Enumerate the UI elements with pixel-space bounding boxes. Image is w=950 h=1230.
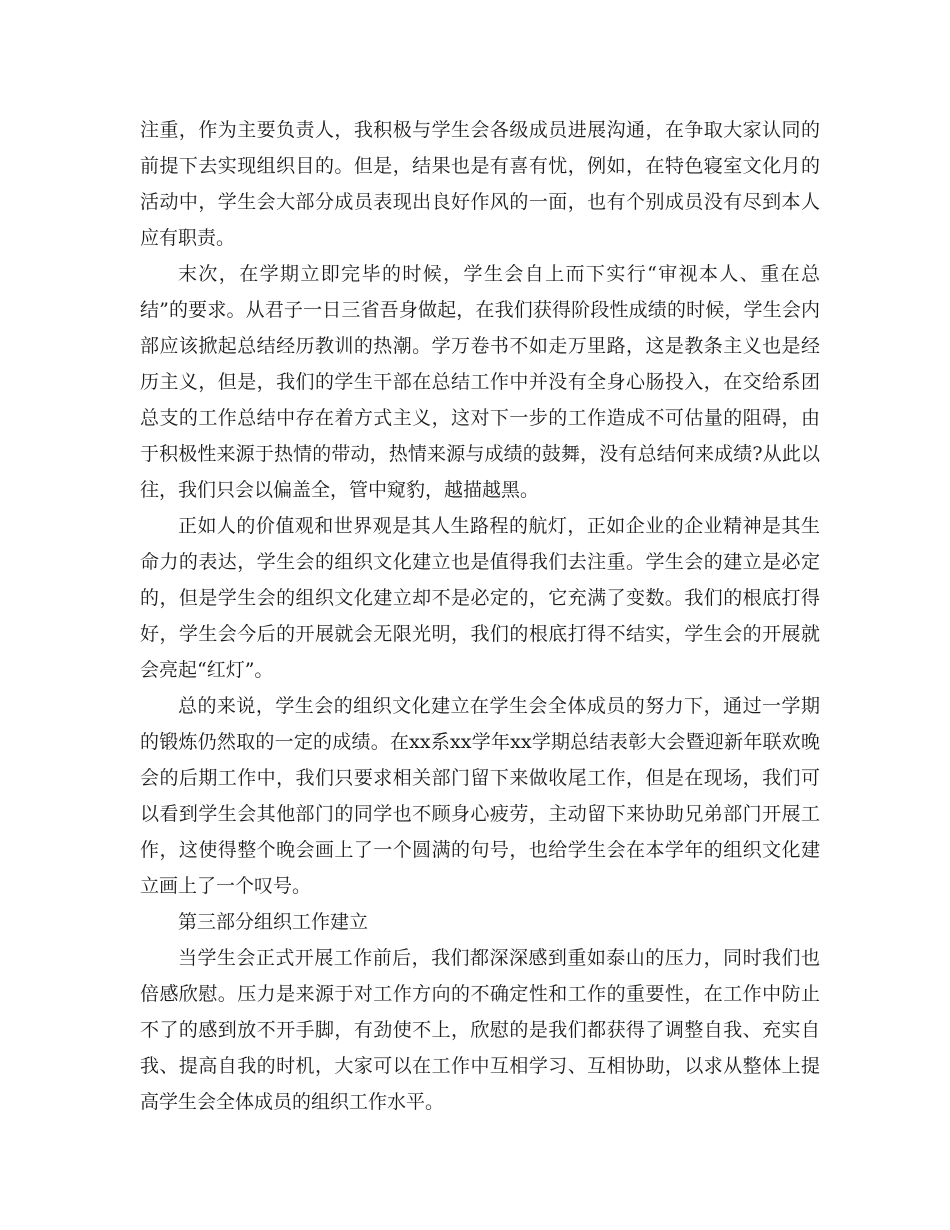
paragraph-culture: 正如人的价值观和世界观是其人生路程的航灯，正如企业的企业精神是其生命力的表达，学生会的组织文化建立也是值得我们去注重。学生会的建立是必定的，但是学生会的组织文化建立却不是必定的，它充满了变数。我们的根底打得好，学生会今后的开展就会无限光明，我们的根底打得不结实，学生会的开展就会亮起“红灯”。 (140, 515, 820, 681)
section-heading: 第三部分组织工作建立 (178, 911, 369, 933)
paragraph-finally: 末次，在学期立即完毕的时候，学生会自上而下实行“审视本人、重在总结”的要求。从君子一日三省吾身做起，在我们获得阶段性成绩的时候，学生会内部应该掀起总结经历教训的热潮。学万卷书不如走万里路，这是教条主义也是经历主义，但是，我们的学生干部在总结工作中并没有全身心肠投入，在交给系团总支的工作总结中存在着方式主义，这对下一步的工作造成不可估量的阻碍，由于积极性来源于热情的带动，热情来源与成绩的鼓舞，没有总结何来成绩?从此以往，我们只会以偏盖全，管中窥豹，越描越黑。 (140, 263, 820, 501)
document-body (140, 112, 820, 1120)
paragraph-summary: 总的来说，学生会的组织文化建立在学生会全体成员的努力下，通过一学期的锻炼仍然取的一定的成绩。在xx系xx学年xx学期总结表彰大会暨迎新年联欢晚会的后期工作中，我们只要求相关部门留下来做收尾工作，但是在现场，我们可以看到学生会其他部门的同学也不顾身心疲劳，主动留下来协助兄弟部门开展工作，这使得整个晚会画上了一个圆满的句号，也给学生会在本学年的组织文化建立画上了一个叹号。 (140, 695, 820, 897)
paragraph-organization: 当学生会正式开展工作前后，我们都深深感到重如泰山的压力，同时我们也倍感欣慰。压力是来源于对工作方向的不确定性和工作的重要性，在工作中防止不了的感到放不开手脚，有劲使不上，欣慰的是我们都获得了调整自我、充实自我、提高自我的时机，大家可以在工作中互相学习、互相协助，以求从整体上提高学生会全体成员的组织工作水平。 (140, 947, 820, 1113)
paragraph-continued: 注重，作为主要负责人，我积极与学生会各级成员进展沟通，在争取大家认同的前提下去实现组织目的。但是，结果也是有喜有忧，例如，在特色寝室文化月的活动中，学生会大部分成员表现出良好作风的一面，也有个别成员没有尽到本人应有职责。 (140, 119, 820, 249)
